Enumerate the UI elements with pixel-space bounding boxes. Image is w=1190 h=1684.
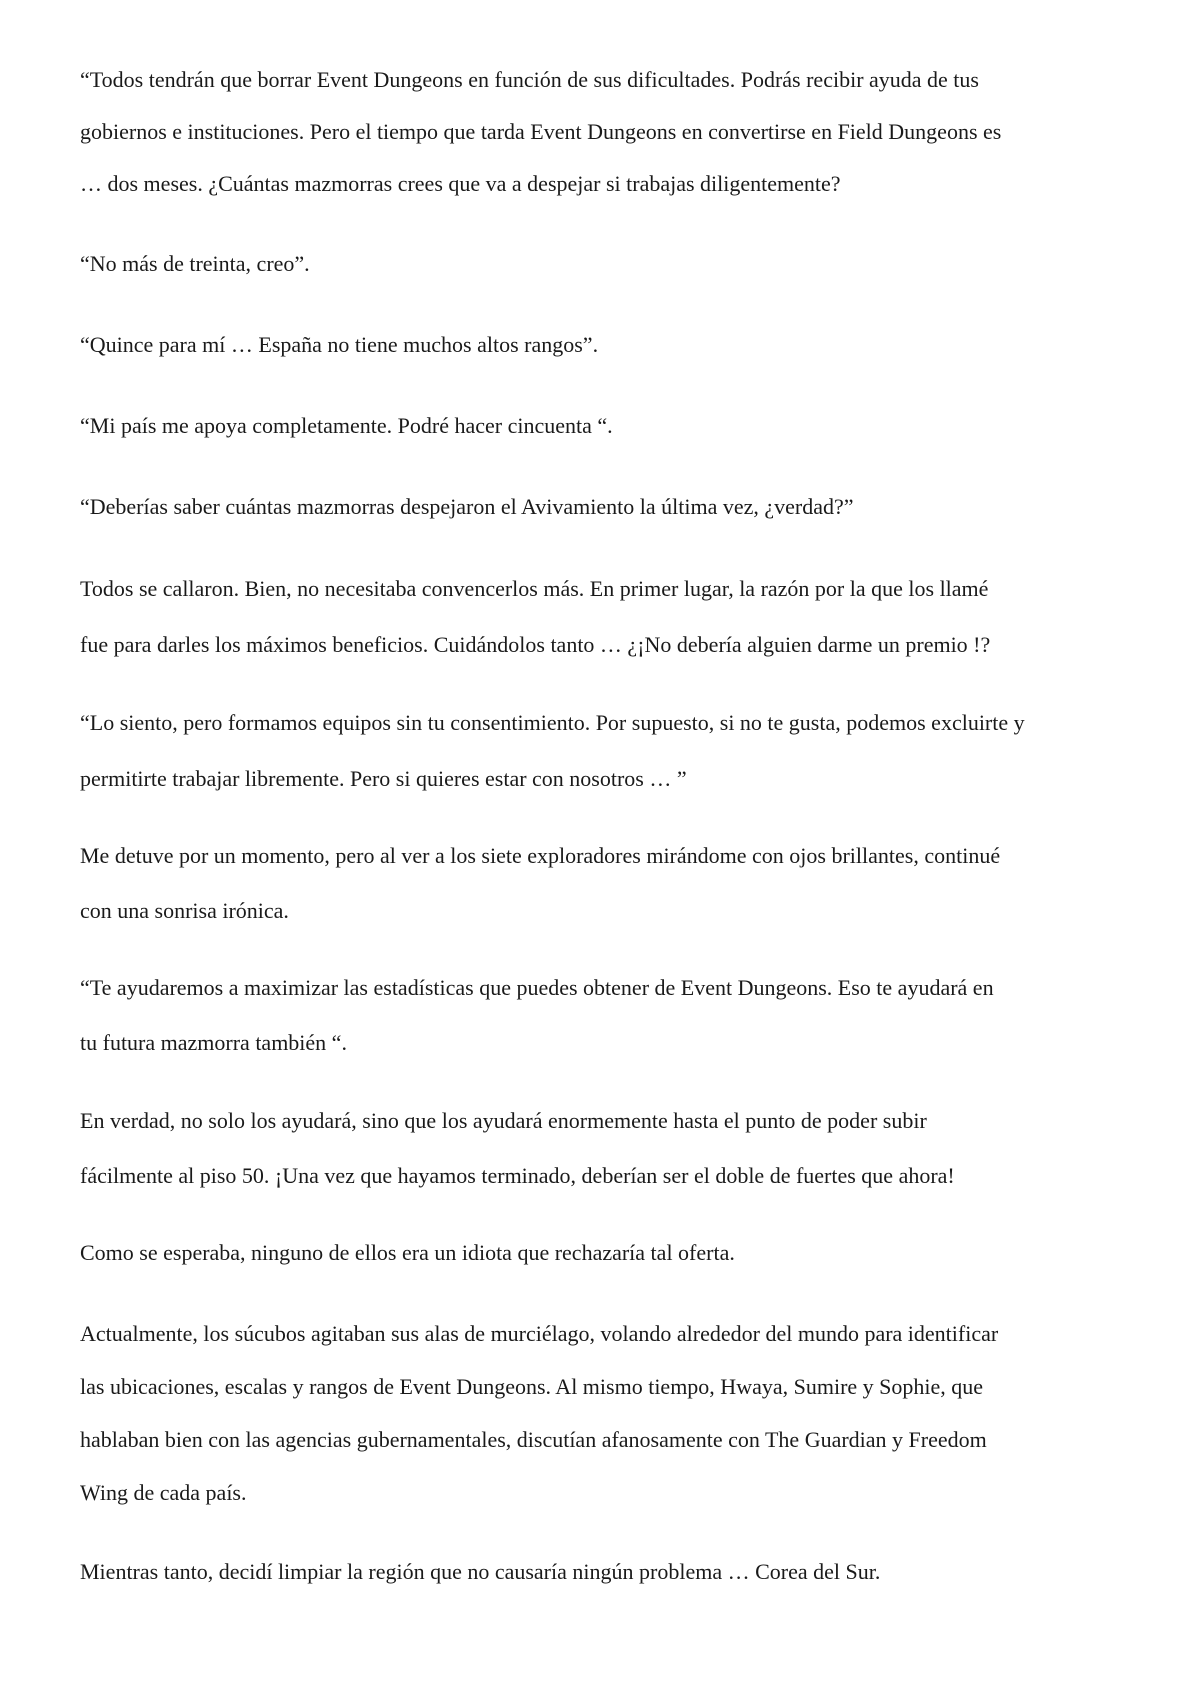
paragraph: Mientras tanto, decidí limpiar la región que no causaría ningún problema … Corea del Sur. <box>80 1559 881 1584</box>
paragraph: En verdad, no solo los ayudará, sino que los ayudará enormemente hasta el punto de poder subir fácilmente al piso 50. ¡Una vez que hayamos terminado, deberían ser el doble de fuertes que ahora! <box>80 1108 955 1188</box>
paragraph: “Te ayudaremos a maximizar las estadísticas que puedes obtener de Event Dungeons. Eso te ayudará en tu futura mazmorra también “. <box>80 975 994 1055</box>
paragraph: Me detuve por un momento, pero al ver a los siete exploradores mirándome con ojos brillantes, continué con una sonrisa irónica. <box>80 843 1001 923</box>
paragraph: “Lo siento, pero formamos equipos sin tu consentimiento. Por supuesto, si no te gusta, podemos excluirte y permitirte trabajar libremente. Pero si quieres estar con nosotros … ” <box>80 710 1025 791</box>
paragraph: “Todos tendrán que borrar Event Dungeons en función de sus dificultades. Podrás recibir ayuda de tus gobiernos e instituciones. Pero el tiempo que tarda Event Dungeons en convertirse en Field Dungeons es … dos meses. ¿Cuántas mazmorras crees que va a despejar si trabajas diligentemente? <box>80 67 1002 196</box>
paragraph: Todos se callaron. Bien, no necesitaba convencerlos más. En primer lugar, la razón por la que los llamé fue para darles los máximos beneficios. Cuidándolos tanto … ¿¡No debería alguien darme un premio !? <box>80 576 991 657</box>
paragraph: Como se esperaba, ninguno de ellos era un idiota que rechazaría tal oferta. <box>80 1240 735 1265</box>
paragraph: “Quince para mí … España no tiene muchos altos rangos”. <box>80 332 599 357</box>
paragraph: “No más de treinta, creo”. <box>80 251 310 276</box>
paragraph: “Mi país me apoya completamente. Podré hacer cincuenta “. <box>80 413 613 438</box>
paragraph: Actualmente, los súcubos agitaban sus alas de murciélago, volando alrededor del mundo para identificar las ubicaciones, escalas y rangos de Event Dungeons. Al mismo tiempo, Hwaya, Sumire y Sophie, que hablaban bien con las agencias gubernamentales, discutían afanosamente con The Guardian y Freedom Wing de cada país. <box>80 1321 999 1505</box>
paragraph: “Deberías saber cuántas mazmorras despejaron el Avivamiento la última vez, ¿verdad?” <box>80 494 854 519</box>
